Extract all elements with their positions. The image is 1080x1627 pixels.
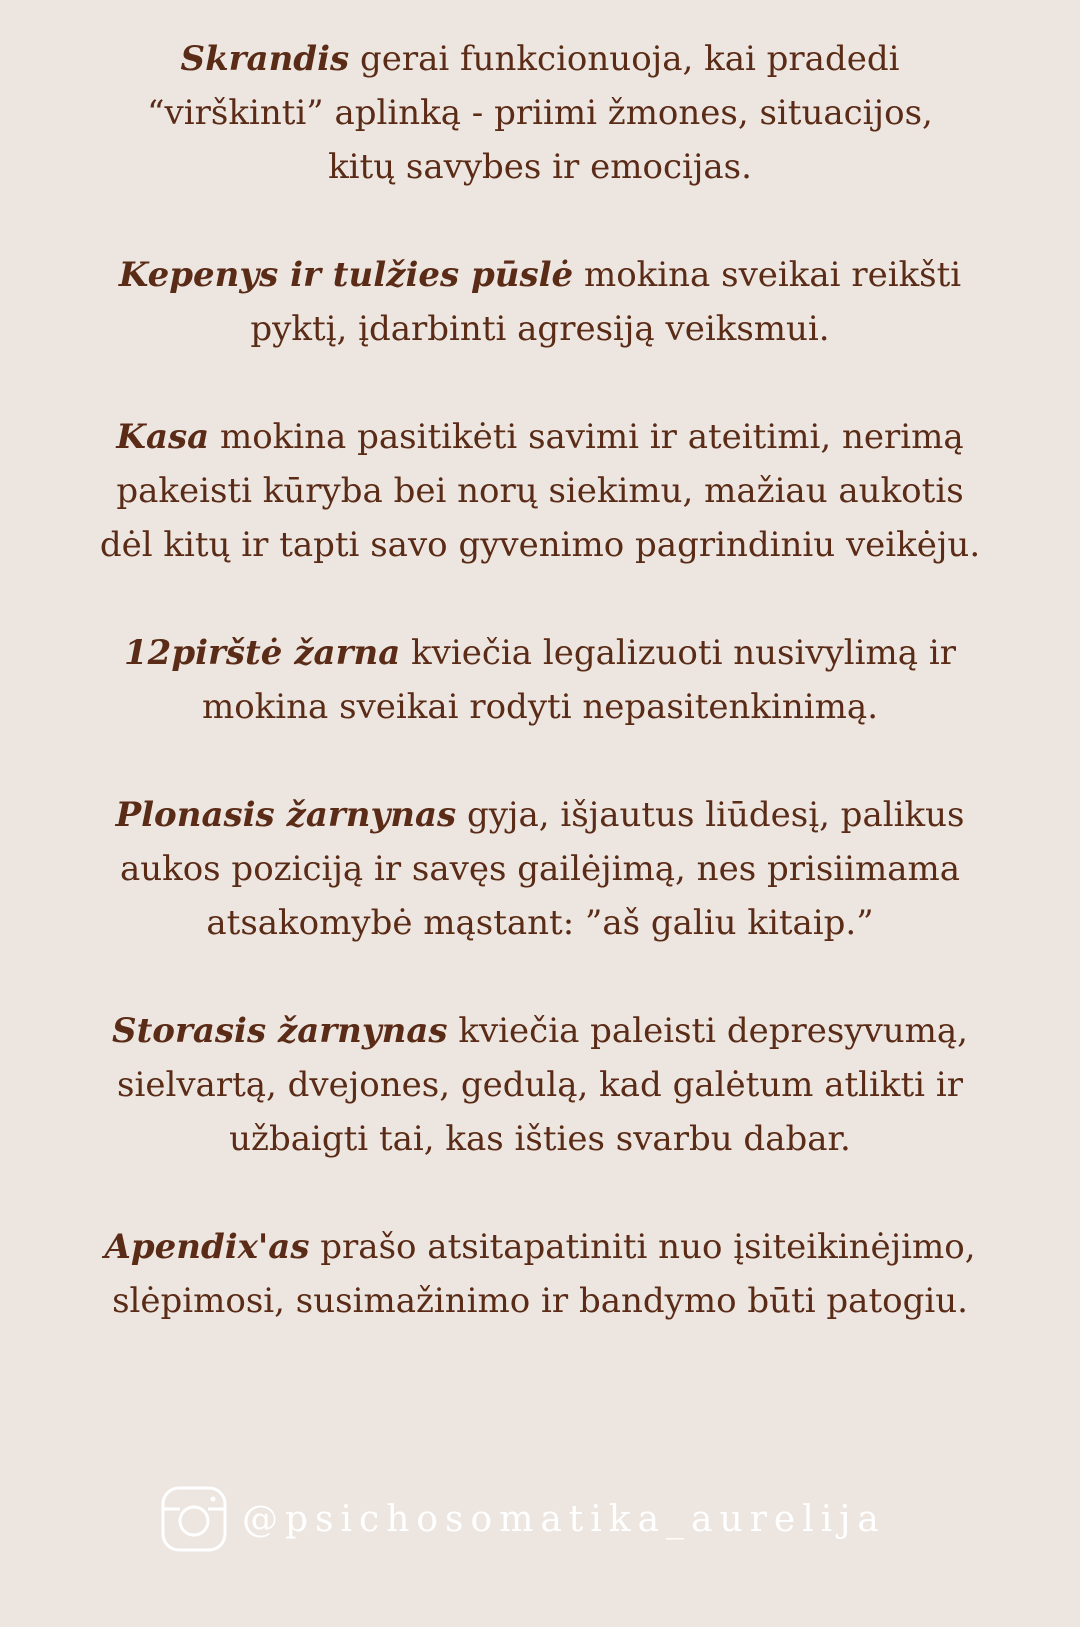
organ-name: Storasis žarnynas [112, 1011, 448, 1051]
paragraph-stomach [90, 32, 990, 194]
text-line [90, 788, 990, 842]
text-line [90, 32, 990, 86]
organ-name: Skrandis [180, 39, 350, 79]
organ-name: Apendix'as [104, 1227, 310, 1267]
instagram-icon [160, 1485, 228, 1553]
line-text: prašo atsitapatiniti nuo įsiteikinėjimo, [309, 1227, 976, 1267]
paragraph-large-intestine [90, 1004, 990, 1166]
line-text: mokina pasitikėti savimi ir ateitimi, nerimą [209, 417, 964, 457]
instagram-footer[interactable] [160, 1484, 886, 1554]
text-line: aukos poziciją ir savęs gailėjimą, nes prisiimama [119, 849, 961, 889]
text-line: pakeisti kūryba bei norų siekimu, mažiau aukotis [116, 471, 964, 511]
text-line: užbaigti tai, kas išties svarbu dabar. [229, 1119, 851, 1159]
paragraph-duodenum [90, 626, 990, 734]
text-line: slėpimosi, susimažinimo ir bandymo būti patogiu. [112, 1281, 968, 1321]
paragraph-liver [90, 248, 990, 356]
text-line: pyktį, įdarbinti agresiją veiksmui. [250, 309, 830, 349]
organ-name: 12pirštė žarna [124, 633, 401, 673]
paragraph-pancreas [90, 410, 990, 572]
body-text [90, 32, 990, 1382]
instagram-handle[interactable]: @psichosomatika_aurelija [242, 1498, 886, 1540]
text-line [90, 248, 990, 302]
line-text: kviečia legalizuoti nusivylimą ir [400, 633, 956, 673]
line-text: mokina sveikai reikšti [573, 255, 962, 295]
paragraph-small-intestine [90, 788, 990, 950]
text-line: mokina sveikai rodyti nepasitenkinimą. [201, 687, 879, 727]
text-line [90, 1220, 990, 1274]
text-line [90, 1004, 990, 1058]
text-line: dėl kitų ir tapti savo gyvenimo pagrindiniu veikėju. [99, 525, 981, 565]
organ-name: Plonasis žarnynas [115, 795, 457, 835]
organ-name: Kasa [116, 417, 210, 457]
text-line: “virškinti” aplinką - priimi žmones, situacijos, [147, 93, 933, 133]
text-line: sielvartą, dvejones, gedulą, kad galėtum atlikti ir [117, 1065, 963, 1105]
text-line [90, 626, 990, 680]
text-line: kitų savybes ir emocijas. [328, 147, 752, 187]
text-line [90, 410, 990, 464]
text-line: atsakomybė mąstant: ”aš galiu kitaip.” [206, 903, 874, 943]
line-text: gerai funkcionuoja, kai pradedi [349, 39, 900, 79]
paragraph-appendix [90, 1220, 990, 1328]
line-text: gyja, išjautus liūdesį, palikus [456, 795, 965, 835]
organ-name: Kepenys ir tulžies pūslė [118, 255, 574, 295]
line-text: kviečia paleisti depresyvumą, [447, 1011, 968, 1051]
